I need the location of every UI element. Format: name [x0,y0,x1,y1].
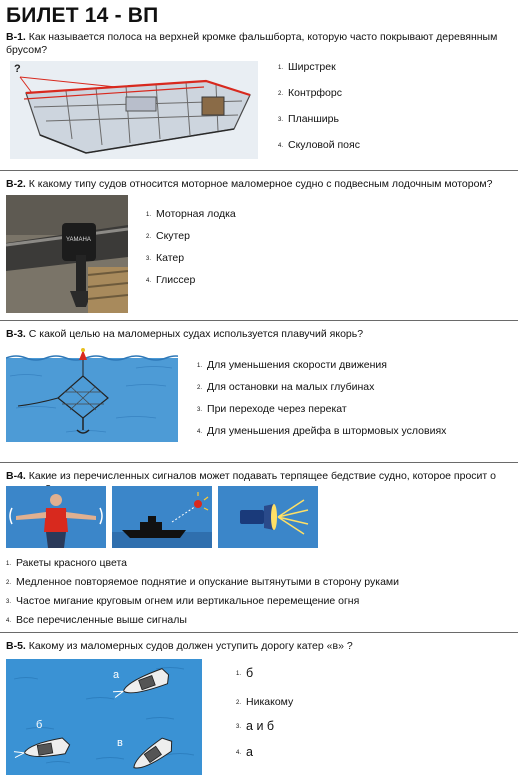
q2-option-1[interactable]: $^{1.}$ Моторная лодка [146,208,236,220]
question-2-number: В-2. [6,178,26,190]
q4-option-1[interactable]: $^{1.}$ Ракеты красного цвета [6,557,127,569]
divider [0,462,518,463]
q3-option-1[interactable]: $^{1.}$ Для уменьшения скорости движения [197,359,387,371]
question-1 [6,31,518,57]
divider [0,632,518,633]
q4-option-3[interactable]: $^{3.}$ Частое мигание круговым огнем или вертикальное перемещение огня [6,595,360,607]
question-3-number: В-3. [6,328,26,340]
q2-option-3[interactable]: $^{3.}$ Катер [146,252,185,264]
red-rocket-illustration [112,486,212,548]
question-2-text: К какому типу судов относится моторное маломерное судно с подвесным лодочным мотором? [28,178,493,190]
flashlight-signal-illustration [218,486,318,548]
q3-option-3[interactable]: $^{3.}$ При переходе через перекат [197,403,347,415]
boat-v-label: в [117,737,123,749]
arms-signal-illustration [6,486,106,548]
ticket-title: БИЛЕТ 14 - ВП [6,4,159,27]
q5-option-3[interactable]: $^{3.}$ а и б [236,719,275,733]
q4-option-4[interactable]: $^{4.}$ Все перечисленные выше сигналы [6,614,187,626]
q1-option-2[interactable]: $^{2.}$ Контрфорс [278,87,342,99]
question-4-text: Какие из перечисленных сигналов может подавать терпящее бедствие судно, которое просит о [28,470,496,482]
motor-brand-label: YAMAHA [66,237,91,243]
question-1-number: В-1. [6,31,26,43]
q5-option-1[interactable]: $^{1.}$ б [236,666,254,680]
q2-option-2[interactable]: $^{2.}$ Скутер [146,230,190,242]
figure-question-mark: ? [14,63,21,75]
boat-hull-illustration [6,57,262,163]
boat-b-label: б [36,719,43,731]
q5-option-2[interactable]: $^{2.}$ Никакому [236,696,294,708]
question-3 [6,328,363,341]
boat-a-label: а [113,669,120,681]
q2-option-4[interactable]: $^{4.}$ Глиссер [146,274,196,286]
q5-option-4[interactable]: $^{4.}$ а [236,745,253,759]
outboard-motor-photo [6,195,128,313]
boats-right-of-way-diagram [6,659,202,775]
divider [0,320,518,321]
question-5-text: Какому из маломерных судов должен уступить дорогу катер «в» ? [28,640,353,652]
divider [0,170,518,171]
q1-option-3[interactable]: $^{3.}$ Планширь [278,113,339,125]
q3-option-2[interactable]: $^{2.}$ Для остановки на малых глубинах [197,381,375,393]
q1-option-4[interactable]: $^{4.}$ Скуловой пояс [278,139,360,151]
question-3-text: С какой целью на маломерных судах используется плавучий якорь? [28,328,364,340]
q1-option-1[interactable]: $^{1.}$ Ширстрек [278,61,336,73]
sea-anchor-illustration [6,346,178,442]
question-2 [6,178,493,191]
question-5-number: В-5. [6,640,26,652]
q4-option-2[interactable]: $^{2.}$ Медленное повторяемое поднятие и опускание вытянутыми в сторону руками [6,576,400,588]
q3-option-4[interactable]: $^{4.}$ Для уменьшения дрейфа в штормовых условиях [197,425,447,437]
question-5 [6,640,353,653]
question-4-number: В-4. [6,470,26,482]
question-1-text: Как называется полоса на верхней кромке фальшборта, которую часто покрывают деревянным брусом? [6,31,498,56]
